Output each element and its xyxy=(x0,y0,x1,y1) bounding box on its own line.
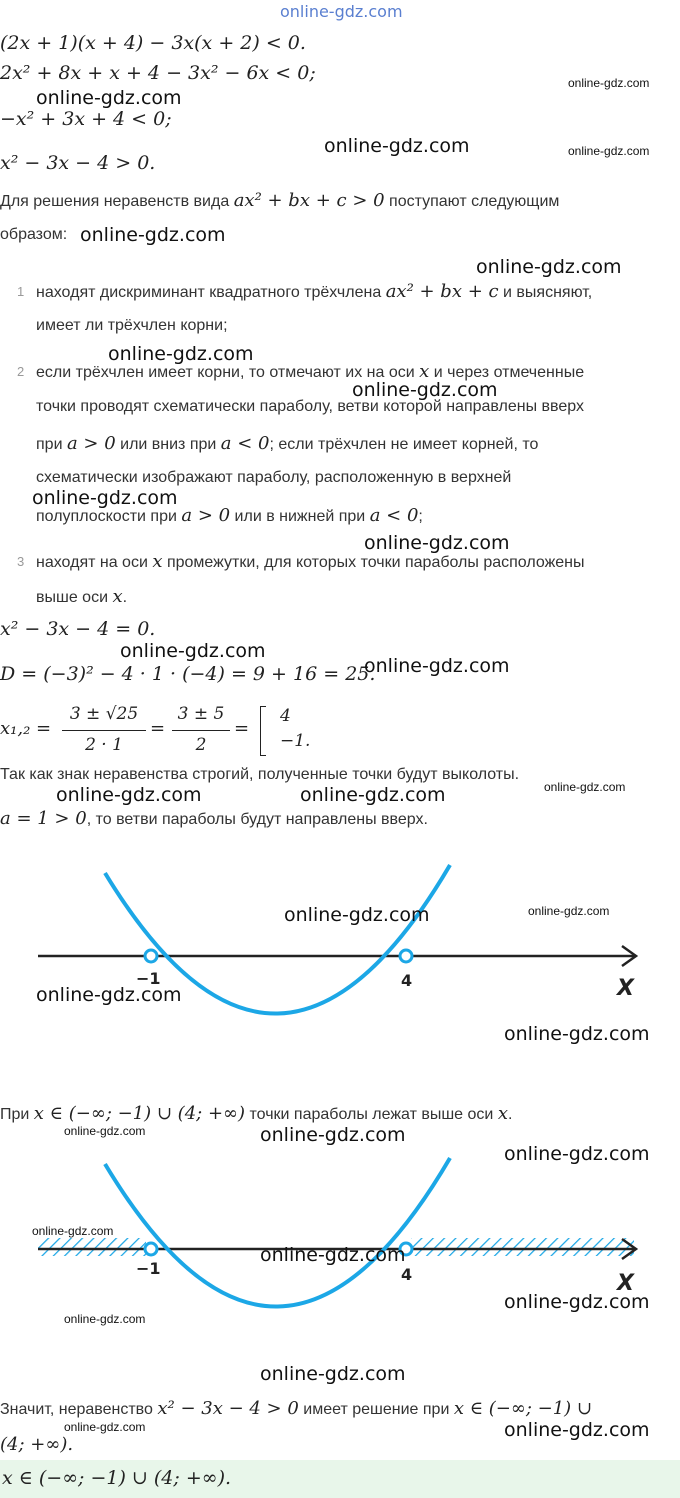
roots-fraction-1-numerator: 3 ± √25 xyxy=(69,704,139,724)
roots-fraction-2-denominator: 2 xyxy=(195,735,207,755)
watermark: online-gdz.com xyxy=(364,532,510,554)
root-4: 4 xyxy=(280,706,291,726)
roots-lhs: x₁,₂ = xyxy=(0,718,52,739)
hatched-interval-right xyxy=(411,1238,634,1256)
watermark: online-gdz.com xyxy=(504,1291,650,1313)
conclusion-line-1: Значит, неравенство x² − 3x − 4 > 0 имеет решение при x ∈ (−∞; −1) ∪ xyxy=(0,1398,593,1419)
step-3-line-2: выше оси x. xyxy=(36,586,128,607)
step-2-line-3: при a > 0 или вниз при a < 0; если трёхчлен не имеет корней, то xyxy=(36,433,539,454)
watermark: online-gdz.com xyxy=(568,76,650,90)
root-label-4: 4 xyxy=(401,1265,413,1284)
watermark: online-gdz.com xyxy=(36,87,182,109)
equation-5: x² − 3x − 4 = 0. xyxy=(0,618,156,640)
step-3-line-1: находят на оси x промежутки, для которых точки параболы расположены xyxy=(36,551,585,572)
watermark: online-gdz.com xyxy=(504,1143,650,1165)
axis-label-x: X xyxy=(617,976,634,1001)
intro-line-2: образом: xyxy=(0,226,68,243)
fraction-bar-1 xyxy=(62,730,146,731)
step-2-line-1: если трёхчлен имеет корни, то отмечают их на оси x и через отмеченные xyxy=(36,361,585,382)
step-2-line-2: точки проводят схематически параболу, ветви которой направлены вверх xyxy=(36,398,584,415)
answer-box xyxy=(0,1460,680,1498)
parabola-curve xyxy=(105,1158,450,1307)
step-2-number: 2 xyxy=(17,364,25,379)
equation-4: x² − 3x − 4 > 0. xyxy=(0,152,156,174)
roots-fraction-2-numerator: 3 ± 5 xyxy=(177,704,225,724)
step-3-number: 3 xyxy=(17,554,25,569)
watermark: online-gdz.com xyxy=(64,1124,146,1138)
watermark: online-gdz.com xyxy=(300,784,446,806)
open-point-4 xyxy=(400,950,412,962)
watermark: online-gdz.com xyxy=(120,640,266,662)
watermark: online-gdz.com xyxy=(504,1023,650,1045)
roots-equals-2: = xyxy=(234,718,250,739)
watermark: online-gdz.com xyxy=(528,904,610,918)
step-2-line-4: схематически изображают параболу, расположенную в верхней xyxy=(36,469,512,486)
root-label-minus-1: −1 xyxy=(136,969,161,988)
axis-label-x: X xyxy=(617,1271,634,1296)
watermark: online-gdz.com xyxy=(108,343,254,365)
watermark: online-gdz.com xyxy=(544,780,626,794)
step-1-number: 1 xyxy=(17,284,25,299)
equation-1: (2x + 1)(x + 4) − 3x(x + 2) < 0. xyxy=(0,32,306,54)
fraction-bar-2 xyxy=(172,730,230,731)
root-minus-1: −1. xyxy=(280,731,311,751)
conclusion-line-2: (4; +∞). xyxy=(0,1434,74,1455)
step-1-line-2: имеет ли трёхчлен корни; xyxy=(36,317,228,334)
watermark: online-gdz.com xyxy=(260,1124,406,1146)
watermark: online-gdz.com xyxy=(476,256,622,278)
watermark: online-gdz.com xyxy=(568,144,650,158)
equation-discriminant: D = (−3)² − 4 · 1 · (−4) = 9 + 16 = 25. xyxy=(0,663,376,685)
intro-line-1: Для решения неравенств вида ax² + bx + c > 0 поступают следующим xyxy=(0,190,560,211)
watermark: online-gdz.com xyxy=(260,1363,406,1385)
strict-inequality-note: Так как знак неравенства строгий, полученные точки будут выколоты. xyxy=(0,766,520,783)
watermark: online-gdz.com xyxy=(284,904,430,926)
set-bracket xyxy=(260,706,266,756)
watermark: online-gdz.com xyxy=(56,784,202,806)
watermark: online-gdz.com xyxy=(364,655,510,677)
watermark: online-gdz.com xyxy=(352,379,498,401)
watermark: online-gdz.com xyxy=(64,1420,146,1434)
watermark-top: online-gdz.com xyxy=(280,2,403,21)
hatched-interval-left xyxy=(38,1238,146,1256)
watermark: online-gdz.com xyxy=(64,1312,146,1326)
watermark: online-gdz.com xyxy=(504,1419,650,1441)
equation-2: 2x² + 8x + x + 4 − 3x² − 6x < 0; xyxy=(0,62,316,84)
watermark: online-gdz.com xyxy=(32,487,178,509)
step-2-line-5: полуплоскости при a > 0 или в нижней при a < 0; xyxy=(36,505,423,526)
roots-fraction-1-denominator: 2 · 1 xyxy=(85,735,123,755)
watermark: online-gdz.com xyxy=(32,1224,114,1238)
watermark: online-gdz.com xyxy=(36,984,182,1006)
equation-3: −x² + 3x + 4 < 0; xyxy=(0,108,172,130)
root-label-4: 4 xyxy=(401,971,413,990)
watermark: online-gdz.com xyxy=(80,224,226,246)
positive-interval-note: При x ∈ (−∞; −1) ∪ (4; +∞) точки параболы лежат выше оси x. xyxy=(0,1103,513,1124)
final-answer: x ∈ (−∞; −1) ∪ (4; +∞). xyxy=(2,1467,232,1489)
watermark: online-gdz.com xyxy=(324,135,470,157)
step-1-line-1: находят дискриминант квадратного трёхчлена ax² + bx + c и выясняют, xyxy=(36,281,593,302)
roots-equals-1: = xyxy=(150,718,166,739)
root-label-minus-1: −1 xyxy=(136,1259,161,1278)
branches-note: a = 1 > 0, то ветви параболы будут направлены вверх. xyxy=(0,808,428,829)
watermark: online-gdz.com xyxy=(260,1244,406,1266)
open-point-minus-1 xyxy=(145,950,157,962)
open-point-minus-1 xyxy=(145,1243,157,1255)
